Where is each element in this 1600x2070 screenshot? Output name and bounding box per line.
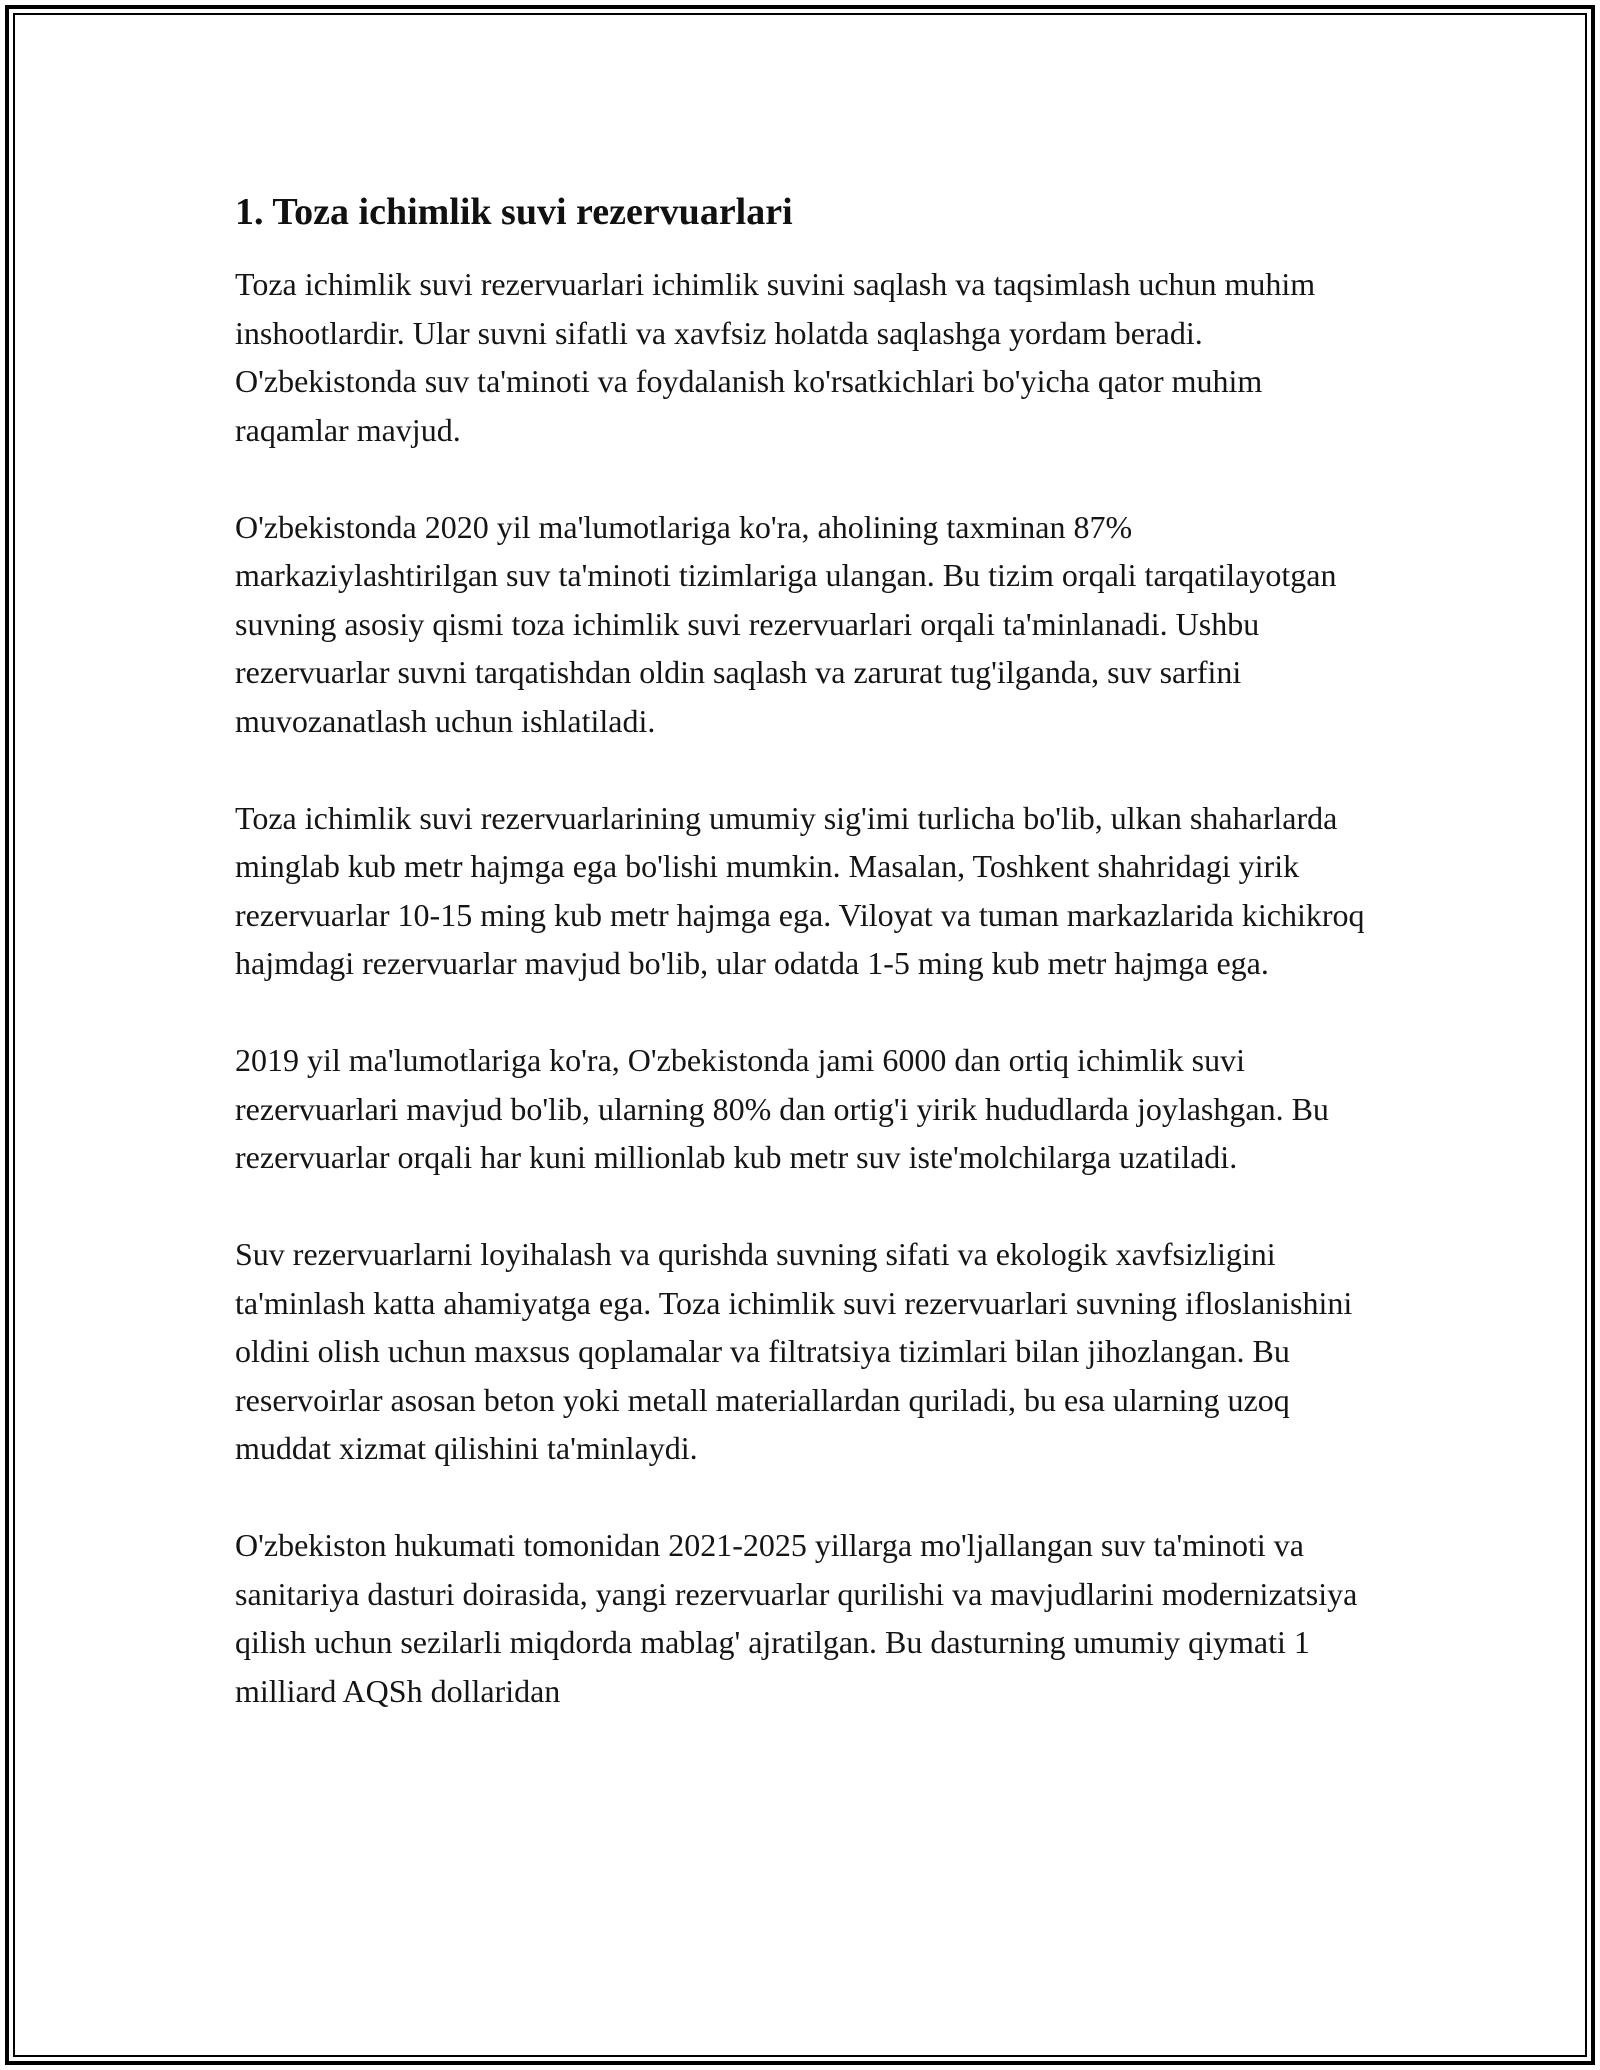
paragraph-design-and-construction: Suv rezervuarlarni loyihalash va qurishda suvning sifati va ekologik xavfsizligini ta'minlash katta ahamiyatga ega. Toza ichimlik suvi rezervuarlari suvning ifloslanishini oldini olish uchun maxsus qoplamalar va filtratsiya tizimlari bilan jihozlangan. Bu reservoirlar asosan beton yoki metall materiallardan quriladi, bu esa ularning uzoq muddat xizmat qilishini ta'minlaydi. bbox=[235, 1236, 1353, 1466]
document-body bbox=[235, 188, 1365, 1715]
paragraph-reservoir-capacity: Toza ichimlik suvi rezervuarlarining umumiy sig'imi turlicha bo'lib, ulkan shaharlarda minglab kub metr hajmga ega bo'lishi mumkin. Masalan, Toshkent shahridagi yirik rezervuarlar 10-15 ming kub metr hajmga ega. Viloyat va tuman markazlarida kichikroq hajmdagi rezervuarlar mavjud bo'lib, ular odatda 1-5 ming kub metr hajmga ega. bbox=[235, 799, 1365, 981]
paragraph-water-supply-coverage: O'zbekistonda 2020 yil ma'lumotlariga ko'ra, aholining taxminan 87% markaziylashtirilgan suv ta'minoti tizimlariga ulangan. Bu tizim orqali tarqatilayotgan suvning asosiy qismi toza ichimlik suvi rezervuarlari orqali ta'minlanadi. Ushbu rezervuarlar suvni tarqatishdan oldin saqlash va zarurat tug'ilganda, suv sarfini muvozanatlash uchun ishlatiladi. bbox=[235, 508, 1337, 739]
paragraph-government-program: O'zbekiston hukumati tomonidan 2021-2025 yillarga mo'ljallangan suv ta'minoti va sanitariya dasturi doirasida, yangi rezervuarlar qurilishi va mavjudlarini modernizatsiya qilish uchun sezilarli miqdorda mablag' ajratilgan. Bu dasturning umumiy qiymati 1 milliard AQSh dollaridan bbox=[235, 1527, 1358, 1709]
section-heading: 1. Toza ichimlik suvi rezervuarlari bbox=[235, 191, 793, 233]
paragraph-intro: Toza ichimlik suvi rezervuarlari ichimlik suvini saqlash va taqsimlash uchun muhim inshootlardir. Ular suvni sifatli va xavfsiz holatda saqlashga yordam beradi. O'zbekistonda suv ta'minoti va foydalanish ko'rsatkichlari bo'yicha qator muhim raqamlar mavjud. bbox=[235, 266, 1316, 448]
paragraph-reservoir-count: 2019 yil ma'lumotlariga ko'ra, O'zbekistonda jami 6000 dan ortiq ichimlik suvi rezervuarlari mavjud bo'lib, ularning 80% dan ortig'i yirik hududlarda joylashgan. Bu rezervuarlar orqali har kuni millionlab kub metr suv iste'molchilarga uzatiladi. bbox=[235, 1042, 1329, 1175]
